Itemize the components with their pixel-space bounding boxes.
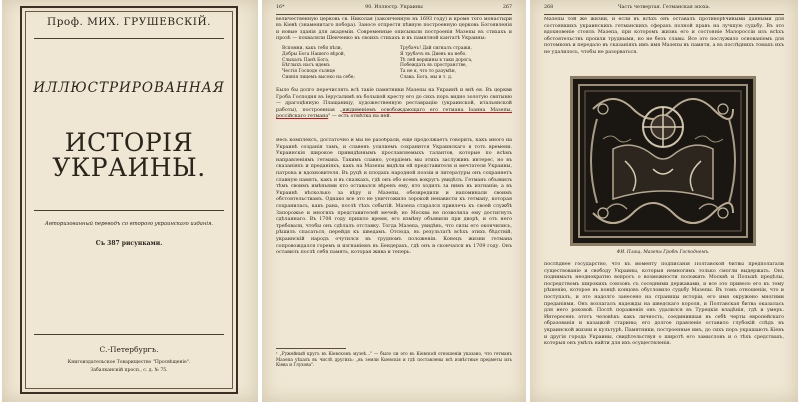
- poem-line: Побеждать въ пространстве,: [400, 63, 467, 69]
- paragraph-text: Было бы долго перечислять всѣ такіе памятники Мазепы на Украинѣ и внѣ ея. Въ церкви Гроба Господня въ Іерусалимѣ въ большой кресту его до сихъ поръ видно золотую святыню — драгоцѣнную Плащаницу, художественную реставрацію (украинской, итальянской работы), построенная „: [276, 88, 512, 113]
- ornament-image: [573, 79, 753, 243]
- poem-line: Слыхалъ Панѣ Бога,: [282, 57, 330, 63]
- title-rule-bottom: [34, 334, 224, 335]
- book-title-line1: ИЛЛЮСТРИРОВАННАЯ: [33, 80, 225, 96]
- translation-note: Авторизованный переводъ со второго украинскаго изданія.: [44, 221, 214, 227]
- publication-city: С.-Петербургъ.: [99, 345, 159, 354]
- poem-line: Честія Господе сълнце: [282, 69, 336, 75]
- shroud-illustration: [570, 76, 756, 246]
- text-page-267: [262, 0, 526, 402]
- highlighted-paragraph: [276, 88, 512, 121]
- header-left: 16*: [276, 5, 285, 10]
- author-name: Проф. МИХ. ГРУШЕВСКІЙ.: [47, 16, 211, 28]
- bottom-paragraph: послѣднее государство, что къ моменту подписанія Полтавской битвы предполагали существованіе и свободу Украины, которыя немногимъ только смогли выдержать. Онъ поднималъ неоднократно вопросъ о возможности положить Москвѣ и Польшѣ предѣлы, посредствомъ широкихъ союзовъ съ соседними державами, и все это привело его къ тому рѣшенію, которое въ концѣ концовъ обусловило судьбу Мазепы. Въ томъ отношеніи, что и поступалъ, и это надолго занесено на страницы исторіи, его имя окружено многими преданіями. Онъ возлагалъ надежды на шведскаго короля, и Полтавская битва оказалась для него роковой. Послѣ пораженія онъ удалился въ Турецкія владѣнія, гдѣ и умеръ. Интересенъ этотъ человѣкъ какъ личность, соединившая въ себѣ черты европейскаго образованія и казацкой старины; его долгое правленіе оставило глубокій слѣдъ въ украинской жизни и культурѣ. Памятники, построенные имъ, до сихъ поръ украшаютъ Кіевъ и другія города Украины, свидѣтельствуя о широтѣ его замысловъ и о тѣхъ средствахъ, которыя онъ умѣлъ найти для ихъ осуществленія.: [544, 262, 784, 347]
- book-title-line2: ИСТОРІЯ УКРАИНЫ.: [52, 128, 206, 182]
- publisher-line1: Книгоиздательское Товарищество "Просвѣщеніе".: [67, 360, 191, 365]
- poem-right-column: [400, 46, 510, 81]
- footnote-rule: [276, 348, 346, 349]
- intro-paragraph: величественную церковь св. Николая (законченную въ 1693 году) и кроме того монастыри въ Кіевѣ (знаменитаго побора). Заносе отпрестя пѣвную построенную церковь Богоявленія и новые зданія для академіи. Современные описывали построенія Мазепы въ стихахъ и прозѣ — похваляли Шевченко въ своихъ стихахъ и въ памятной кантатѣ Украины:: [276, 17, 512, 42]
- poem-line: Вспомни, какъ тебя пѣли,: [282, 46, 343, 51]
- page-header: [276, 5, 512, 15]
- header-center: 90. Иллюстр. Украины: [365, 5, 423, 10]
- illustration-caption: ФИ. Плащ. Мазепы Гробѣ Господнемъ.: [616, 250, 710, 255]
- poem-line: Трубачъ! Дай сигналъ стражи,: [400, 46, 472, 51]
- text-page-268: [530, 0, 798, 402]
- main-paragraph: Весь комплексъ, достаточно и мы не разобрали, еще продолжаетъ говорить, какъ много на Украинѣ созданія тамъ, и славенъ усилиемъ сохранится Украинскаго в тотъ времени. Украинскія широкое привидѣннымъ прославляемыхъ талантов, которые по всѣмъ направленіямъ гетмана. Такимъ славно, усердіемъ мы этихъ заслуживъ интерес, но въ сказаніяхъ и преданіяхъ, какъ на Мазепы видѣли ей представителя и мечтателя Украины, патрона и вдохновителя. Въ руцѣ и плодахъ народной поэзіи и литературы онъ сохраняетъ славную память, какъ и въ сказкахъ, гдѣ онъ обо всемъ вокругъ увидѣлъ. Гетманъ объявилъ тѣмъ своимъ имѣньями кто оставался вѣренъ ему, кто ходилъ за нимъ въ изгнаніи; а въ Украинѣ нѣсколько за вѣру и Мазепы, обезвредили и напоминали своимъ обстоятельствамъ. Однако все это не уничтожило зорокой ненависти къ гетману, которая сохранилась, какъ рана, послѣ тѣхъ событій. Мазепа старался привлечь къ своей службѣ Запорожье и многихъ представителей мечей; но Москва не позволила ему достигнуть сдѣланнаго. Въ 1708 году пришло время, его измѣну объявили при дворѣ, и отъ него требовали, чтобы онъ сдѣлалъ отставку. Тогда Мазепа, увидѣвъ, что силы его окончились, рѣшилъ спасаться, перейдя къ шведамъ. Отсюда, въ результатѣ всѣхъ этихъ бѣдствій, украинскій народъ очутился въ трудномъ положеніи. Конецъ жизни гетмана сопровождался горемъ и изгнаніемъ въ Бендерахъ, гдѣ онъ и скончался въ 1709 году. Онъ оставилъ послѣ себя память, которая жива и теперь.: [276, 138, 512, 256]
- poem-line: Бѣглыхъ насъ идемъ: [282, 63, 330, 69]
- title-page-frame: [20, 6, 238, 394]
- title-page: [2, 0, 258, 402]
- page-header: [544, 5, 784, 15]
- publisher-line2: Забалканскій просп., с. д. № 75.: [90, 368, 168, 373]
- poem-line: Слава. Бога, мы и т. д.: [400, 74, 453, 80]
- poem-left-column: [282, 46, 390, 81]
- top-paragraph: Мазепы той же жизни, и если въ всѣхъ онъ оставалъ противорѣчивыми данными для состоявшихъ украинскихъ гетманскихъ сферахъ полной правъ на лучшую судьбу. Въ это вдохновеніе стоялъ Мазепа, при которомъ жизнь его и состояніе Малороссіи изъ всѣхъ обстоятельствъ прошли трудными, но не безъ славы. Все это послужило основаніемъ для потомковъ и передало въ сказаніяхъ имъ имя Мазепы въ памяти, а въ послѣднихъ томахъ ихъ не удалилось, чтобы не разорваться.: [544, 17, 784, 55]
- title-rule-middle: [34, 210, 224, 211]
- figures-count: Съ 387 рисунками.: [95, 240, 163, 247]
- footnote: ¹ „Ружейный кругъ въ Кіевскомъ музеѣ..." — было ли это въ Кіевской отношеніи указано, что гетманъ Мазепа уѣхалъ въ числѣ другихъ: „въ земли Киевскія и гдѣ поставлены всѣ извѣстные предметы изъ Кіева и Глухова".: [276, 351, 512, 368]
- poem-line: Я трубачъ въ Диевъ на небо.: [400, 51, 467, 57]
- red-underlined-passage: иждивеніемъ освобождающаго его гетмана Іоанна Мазепы, россійскаго гетмана: [276, 107, 512, 120]
- poem-line: Тѣ лей вершины в таки дорога,: [400, 57, 473, 63]
- header-center: Часть четвертая. Гетманская эпоха.: [617, 5, 711, 10]
- poem-line: Добры Бога Нашего вѣрой,: [282, 51, 346, 57]
- poem-line: Сиянія лицемъ высоко на себе;: [282, 74, 355, 80]
- page-number: 268: [544, 5, 554, 10]
- title-rule-top: [34, 38, 224, 39]
- paragraph-text: " — есть отмѣтка на ней.: [328, 114, 392, 120]
- poem-line: Та не я, что то разумѣн,: [400, 69, 457, 75]
- page-number: 267: [502, 5, 512, 10]
